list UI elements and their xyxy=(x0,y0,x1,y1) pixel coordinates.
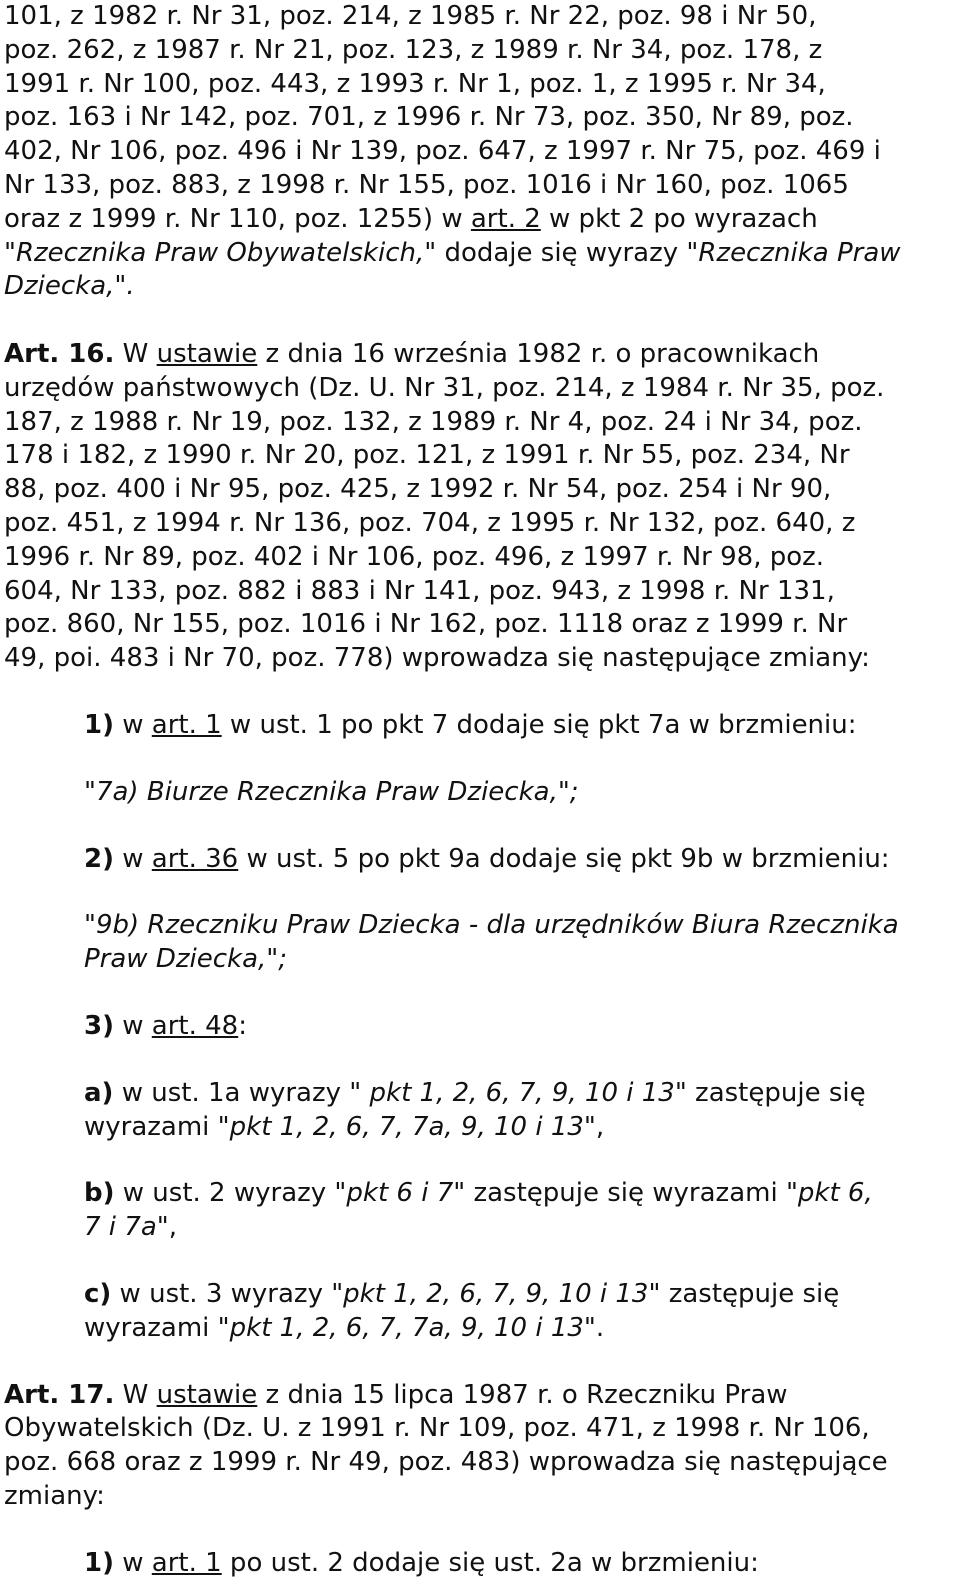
article-17 xyxy=(4,1379,959,1514)
text-line: poz. 262, z 1987 r. Nr 21, poz. 123, z 1989 r. Nr 34, poz. 178, z xyxy=(4,34,823,65)
text-line: 7 i 7a", xyxy=(84,1212,177,1243)
text-line: Nr 133, poz. 883, z 1998 r. Nr 155, poz. 1016 i Nr 160, poz. 1065 xyxy=(4,169,849,200)
text-line: 178 i 182, z 1990 r. Nr 20, poz. 121, z 1991 r. Nr 55, poz. 234, Nr xyxy=(4,440,850,471)
art-1-link[interactable]: art. 1 xyxy=(151,709,222,740)
sub-item-b xyxy=(84,1177,959,1245)
text-line: poz. 163 i Nr 142, poz. 701, z 1996 r. Nr 73, poz. 350, Nr 89, poz. xyxy=(4,102,854,133)
text-line: Dziecka,". xyxy=(4,271,135,302)
text-line: c) w ust. 3 wyrazy "pkt 1, 2, 6, 7, 9, 10 i 13" zastępuje się xyxy=(84,1278,840,1309)
art-2-link[interactable]: art. 2 xyxy=(470,203,541,234)
document-page xyxy=(4,0,959,1581)
text-line: oraz z 1999 r. Nr 110, poz. 1255) w art. 2 w pkt 2 po wyrazach xyxy=(4,203,818,234)
article-label: Art. 17. xyxy=(4,1379,115,1410)
text-line: Art. 16. W ustawie z dnia 16 września 1982 r. o pracownikach xyxy=(4,338,820,369)
text-line: Art. 17. W ustawie z dnia 15 lipca 1987 r. o Rzeczniku Praw xyxy=(4,1379,788,1410)
text-line: Praw Dziecka,"; xyxy=(84,944,287,975)
text-line: zmiany: xyxy=(4,1480,105,1511)
text-line: wyrazami "pkt 1, 2, 6, 7, 7a, 9, 10 i 13", xyxy=(84,1111,605,1142)
text-line: 1991 r. Nr 100, poz. 443, z 1993 r. Nr 1, poz. 1, z 1995 r. Nr 34, xyxy=(4,68,826,99)
sub-item-a xyxy=(84,1077,959,1145)
list-item: 2) w art. 36 w ust. 5 po pkt 9a dodaje się pkt 9b w brzmieniu: xyxy=(84,843,890,874)
text-line: 187, z 1988 r. Nr 19, poz. 132, z 1989 r. Nr 4, poz. 24 i Nr 34, poz. xyxy=(4,406,863,437)
list-item: 1) w art. 1 w ust. 1 po pkt 7 dodaje się pkt 7a w brzmieniu: xyxy=(84,709,857,740)
list-item: 3) w art. 48: xyxy=(84,1010,247,1041)
quoted-text xyxy=(84,909,959,977)
art-48-link[interactable]: art. 48 xyxy=(151,1010,239,1041)
text-line: "Rzecznika Praw Obywatelskich," dodaje się wyrazy "Rzecznika Praw xyxy=(4,237,901,268)
article-16 xyxy=(4,338,959,676)
text-line: b) w ust. 2 wyrazy "pkt 6 i 7" zastępuje się wyrazami "pkt 6, xyxy=(84,1178,873,1209)
text-line: 49, poi. 483 i Nr 70, poz. 778) wprowadza się następujące zmiany: xyxy=(4,643,870,674)
sub-item-c xyxy=(84,1278,959,1346)
text-line: poz. 860, Nr 155, poz. 1016 i Nr 162, poz. 1118 oraz z 1999 r. Nr xyxy=(4,609,848,640)
art-36-link[interactable]: art. 36 xyxy=(151,843,239,874)
text-line: 1996 r. Nr 89, poz. 402 i Nr 106, poz. 496, z 1997 r. Nr 98, poz. xyxy=(4,541,825,572)
text-line: "9b) Rzeczniku Praw Dziecka - dla urzędników Biura Rzecznika xyxy=(84,910,899,941)
continuation-paragraph xyxy=(4,0,959,304)
article-label: Art. 16. xyxy=(4,338,115,369)
ustawa-link[interactable]: ustawie xyxy=(156,1379,258,1410)
text-line: 402, Nr 106, poz. 496 i Nr 139, poz. 647, z 1997 r. Nr 75, poz. 469 i xyxy=(4,136,881,167)
list-item: 1) w art. 1 po ust. 2 dodaje się ust. 2a w brzmieniu: xyxy=(84,1548,759,1579)
text-line: poz. 451, z 1994 r. Nr 136, poz. 704, z 1995 r. Nr 132, poz. 640, z xyxy=(4,507,856,538)
text-line: a) w ust. 1a wyrazy " pkt 1, 2, 6, 7, 9, 10 i 13" zastępuje się xyxy=(84,1077,866,1108)
text-line: 101, z 1982 r. Nr 31, poz. 214, z 1985 r. Nr 22, poz. 98 i Nr 50, xyxy=(4,1,817,31)
text-line: Obywatelskich (Dz. U. z 1991 r. Nr 109, poz. 471, z 1998 r. Nr 106, xyxy=(4,1413,870,1444)
text-line: 604, Nr 133, poz. 882 i 883 i Nr 141, poz. 943, z 1998 r. Nr 131, xyxy=(4,575,835,606)
quoted-text: "7a) Biurze Rzecznika Praw Dziecka,"; xyxy=(84,776,579,807)
ustawa-link[interactable]: ustawie xyxy=(156,338,258,369)
art-1-link[interactable]: art. 1 xyxy=(151,1548,222,1579)
text-line: poz. 668 oraz z 1999 r. Nr 49, poz. 483) wprowadza się następujące xyxy=(4,1447,888,1478)
text-line: urzędów państwowych (Dz. U. Nr 31, poz. 214, z 1984 r. Nr 35, poz. xyxy=(4,372,885,403)
text-line: 88, poz. 400 i Nr 95, poz. 425, z 1992 r. Nr 54, poz. 254 i Nr 90, xyxy=(4,474,832,505)
text-line: wyrazami "pkt 1, 2, 6, 7, 7a, 9, 10 i 13". xyxy=(84,1312,605,1343)
